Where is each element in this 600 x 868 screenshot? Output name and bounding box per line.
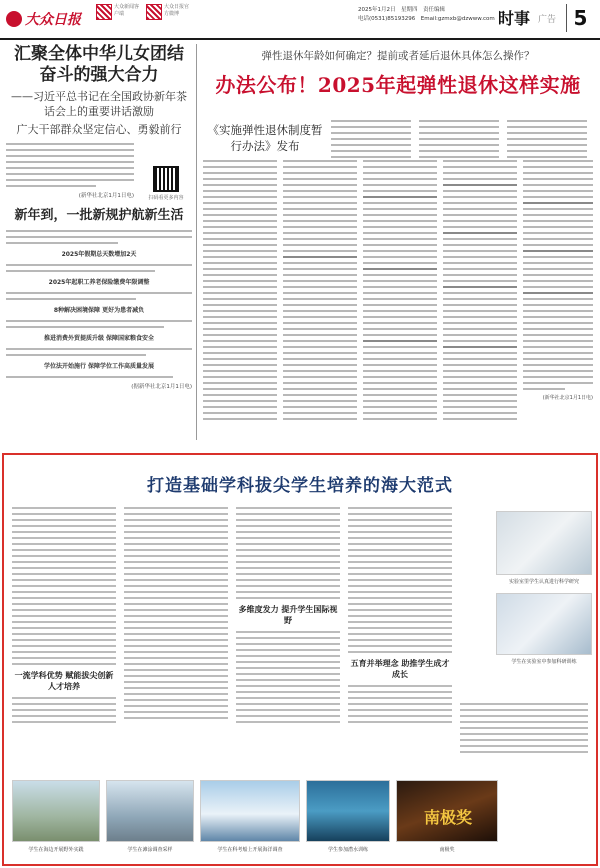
ad-section-1: 一流学科优势 赋能拔尖创新人才培养 <box>14 670 114 691</box>
award-title: 南极奖 <box>423 808 472 827</box>
qr-label: 扫码看更多内容 <box>148 195 184 201</box>
left-item: 2025年起职工养老保险缴费年限调整 <box>48 279 150 286</box>
photo-caption: 南极奖 <box>439 847 455 853</box>
left-second-byline: (据新华社北京1月1日电) <box>131 384 192 390</box>
main-subhead: 《实施弹性退休制度暂行办法》发布 <box>207 123 323 153</box>
app-promo-1 <box>96 4 144 36</box>
ad-section-3: 五育并举理念 助推学生成才成长 <box>350 658 450 679</box>
qr-code-icon <box>146 4 162 20</box>
date-line: 2025年1月2日 星期四 责任编辑 <box>358 7 445 13</box>
app-label: 大众新闻客户端 <box>114 4 140 17</box>
left-byline: (新华社北京1月1日电) <box>78 193 134 199</box>
left-item: 推进消费外贸提质升级 保障国家粮食安全 <box>43 335 155 342</box>
paper-logo <box>6 5 88 33</box>
main-body-text <box>201 160 595 436</box>
left-subhead-2: 广大干部群众坚定信心、勇毅前行 <box>16 123 182 136</box>
main-story <box>201 44 595 440</box>
qr-code-icon <box>96 4 112 20</box>
photo-caption: 学生参加潜水训练 <box>327 847 368 853</box>
masthead <box>0 0 600 40</box>
field-photo <box>106 780 194 842</box>
app-promo-2 <box>146 4 194 36</box>
main-top-text <box>331 120 589 160</box>
page-number: 5 <box>566 4 594 32</box>
left-second-headline[interactable]: 新年到，一批新规护航新生活 <box>14 208 184 223</box>
ad-tag: 广告 <box>538 15 557 25</box>
photo-caption: 学生在实验室中参加科研训练 <box>511 659 577 665</box>
photo-caption: 学生在科考船上开展海洋调查 <box>217 847 283 853</box>
left-item: 学位法开始施行 保障学位工作高质量发展 <box>43 363 155 370</box>
app-label: 大众日报官方微博 <box>164 4 190 17</box>
main-byline: (新华社北京1月1日电) <box>542 395 593 401</box>
ad-feature <box>2 453 598 866</box>
left-story <box>6 44 192 440</box>
left-headline[interactable]: 汇聚全体中华儿女团结奋斗的强大合力 <box>14 44 184 85</box>
left-subhead-1: ——习近平总书记在全国政协新年茶话会上的重要讲话激励 <box>11 90 187 118</box>
left-item: 2025年假期总天数增加2天 <box>61 251 137 258</box>
photo-caption: 实验室里学生认真进行科学研究 <box>508 579 579 585</box>
diving-photo <box>306 780 390 842</box>
left-item: 8种解决困境保障 更好为患者减负 <box>53 307 145 314</box>
paper-name: 大众日报 <box>25 12 81 28</box>
contact-line: 电话(0531)85193296 Email:gzmxb@dzwww.com <box>358 16 495 22</box>
photo-strip <box>12 780 588 858</box>
award-photo <box>396 780 498 842</box>
lab-photo <box>496 511 592 575</box>
issue-info <box>358 6 496 24</box>
qr-code-icon[interactable] <box>153 166 179 192</box>
column-divider <box>196 44 197 440</box>
photo-caption: 学生在海边开展野外实践 <box>28 847 84 853</box>
main-headline[interactable]: 办法公布！2025年起弹性退休这样实施 <box>215 73 581 97</box>
left-qr[interactable] <box>144 166 188 212</box>
logo-mark-icon <box>6 11 22 27</box>
ad-section-2: 多维度发力 提升学生国际视野 <box>238 604 338 625</box>
main-kicker: 弹性退休年龄如何确定？提前或者延后退休具体怎么操作？ <box>261 50 535 62</box>
section-title: 时事 <box>498 9 531 28</box>
ship-photo <box>200 780 300 842</box>
ad-headline[interactable]: 打造基础学科拔尖学生培养的海大范式 <box>147 476 453 496</box>
left-body-text <box>6 143 134 187</box>
left-second-body <box>6 230 192 244</box>
photo-caption: 学生在滩涂调查采样 <box>127 847 173 853</box>
field-photo <box>12 780 100 842</box>
lab-photo <box>496 593 592 655</box>
